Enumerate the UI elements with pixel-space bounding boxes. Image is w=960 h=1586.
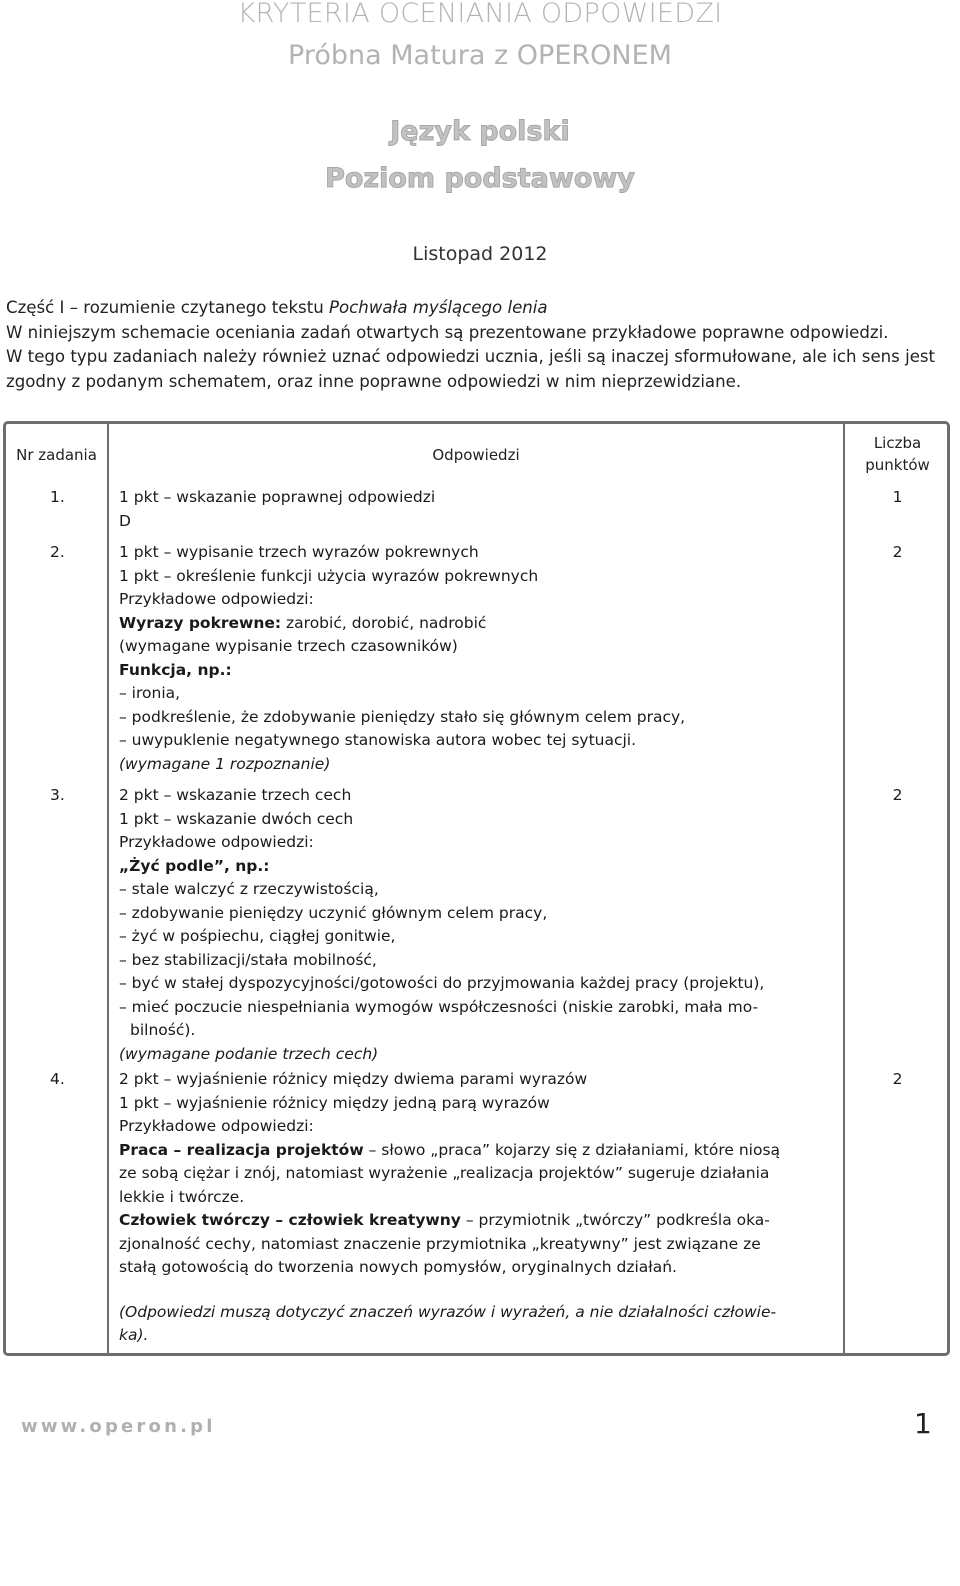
requirement-note: (Odpowiedzi muszą dotyczyć znaczeń wyrazów i wyrażeń, a nie działalności człowie- [119, 1302, 777, 1321]
criterion: 1 pkt – wskazanie poprawnej odpowiedzi [119, 488, 436, 506]
exam-date: Listopad 2012 [412, 243, 548, 265]
list-item: – zdobywanie pieniędzy uczynić głównym celem pracy, [119, 903, 548, 922]
word-pair: Człowiek twórczy – człowiek kreatywny [119, 1211, 461, 1229]
quote-label: „Żyć podle”, np.: [119, 856, 270, 875]
function-label: Funkcja, np.: [119, 660, 232, 679]
explanation: stałą gotowością do tworzenia nowych pomysłów, oryginalnych działań. [119, 1258, 677, 1276]
explanation: lekkie i twórcze. [119, 1187, 245, 1206]
spacer [119, 1280, 834, 1301]
list-item: – stale walczyć z rzeczywistością, [119, 880, 379, 898]
correct-answer: D [119, 511, 131, 530]
header-answers: Odpowiedzi [432, 446, 520, 464]
part-heading [6, 296, 952, 321]
answer-line [119, 1209, 834, 1233]
examples-label: Przykładowe odpowiedzi: [119, 1117, 314, 1135]
header-task-number: Nr zadania [16, 446, 97, 464]
points-value: 2 [892, 786, 903, 804]
list-item: – żyć w pośpiechu, ciągłej gonitwie, [119, 927, 396, 945]
requirement-note: (wymagane podanie trzech cech) [119, 1044, 379, 1063]
requirement-note: (wymagane 1 rozpoznanie) [119, 754, 331, 773]
task-number: 3. [50, 786, 65, 804]
criterion: 1 pkt – określenie funkcji użycia wyrazów pokrewnych [119, 566, 539, 585]
list-item: – ironia, [119, 684, 181, 702]
document-subtitle: Próbna Matura z OPERONEM [288, 40, 672, 71]
list-item: – bez stabilizacji/stała mobilność, [119, 950, 377, 969]
explanation: zjonalność cechy, natomiast znaczenie przymiotnika „kreatywny” jest związane ze [119, 1234, 761, 1253]
points-value: 1 [892, 488, 903, 506]
list-item: – podkreślenie, że zdobywanie pieniędzy stało się głównym celem pracy, [119, 707, 686, 726]
list-item: – uwypuklenie negatywnego stanowiska autora wobec tej sytuacji. [119, 731, 637, 749]
task-number: 2. [50, 543, 65, 561]
answer-line [119, 1139, 834, 1163]
answer-text: zarobić, dorobić, nadrobić [281, 613, 487, 632]
task-number: 1. [50, 488, 65, 506]
points-value: 2 [892, 1070, 903, 1088]
list-item: – być w stałej dyspozycyjności/gotowości do przyjmowania każdej pracy (projektu), [119, 974, 765, 992]
page-number: 1 [914, 1407, 932, 1440]
document-title: KRYTERIA OCENIANIA ODPOWIEDZI [237, 0, 723, 29]
criterion: 2 pkt – wyjaśnienie różnicy między dwiema parami wyrazów [119, 1070, 588, 1088]
criterion: 1 pkt – wskazanie dwóch cech [119, 809, 354, 828]
examples-label: Przykładowe odpowiedzi: [119, 833, 314, 851]
intro-line-2: W tego typu zadaniach należy również uznać odpowiedzi ucznia, jeśli są inaczej sformułowane, ale ich sens jest zgodny z podanym schematem, oraz inne poprawne odpowiedzi w nim nieprzewidziane. [6, 347, 936, 391]
footer-website-link[interactable]: www.operon.pl [21, 1416, 216, 1437]
task-number: 4. [50, 1070, 65, 1088]
criterion: 2 pkt – wskazanie trzech cech [119, 786, 352, 804]
answer-cell [119, 1068, 834, 1348]
examples-label: Przykładowe odpowiedzi: [119, 590, 314, 608]
subject-heading: Język polski [390, 116, 570, 147]
answer-cell [119, 541, 834, 776]
header-points: Liczba punktów [865, 434, 930, 474]
explanation: ze sobą ciężar i znój, natomiast wyrażenie „realizacja projektów” sugeruje działania [119, 1164, 770, 1182]
answer-label: Wyrazy pokrewne: [119, 613, 282, 632]
criterion: 1 pkt – wypisanie trzech wyrazów pokrewnych [119, 543, 479, 561]
explanation: – słowo „praca” kojarzy się z działaniami, które niosą [363, 1140, 781, 1159]
list-item: – mieć poczucie niespełniania wymogów współczesności (niskie zarobki, mała mo- [119, 997, 759, 1016]
points-value: 2 [892, 543, 903, 561]
answer-cell [119, 486, 834, 533]
level-heading: Poziom podstawowy [325, 163, 635, 194]
list-item-continuation: bilność). [130, 1021, 196, 1039]
answer-cell [119, 784, 834, 1066]
part-title: Pochwała myślącego lenia [329, 298, 548, 317]
scoring-table [3, 421, 950, 1356]
requirement-note: ka). [119, 1326, 149, 1344]
requirement-note: (wymagane wypisanie trzech czasowników) [119, 637, 458, 655]
intro-section [6, 296, 952, 394]
answer-line [119, 612, 834, 636]
word-pair: Praca – realizacja projektów [119, 1140, 364, 1159]
intro-line-1: W niniejszym schemacie oceniania zadań otwartych są prezentowane przykładowe poprawne odpowiedzi. [6, 322, 889, 342]
explanation: – przymiotnik „twórczy” podkreśla oka- [460, 1211, 770, 1229]
part-prefix: Część I – rozumienie czytanego tekstu [6, 298, 330, 317]
criterion: 1 pkt – wyjaśnienie różnicy między jedną parą wyrazów [119, 1093, 550, 1112]
column-divider [107, 424, 109, 1353]
